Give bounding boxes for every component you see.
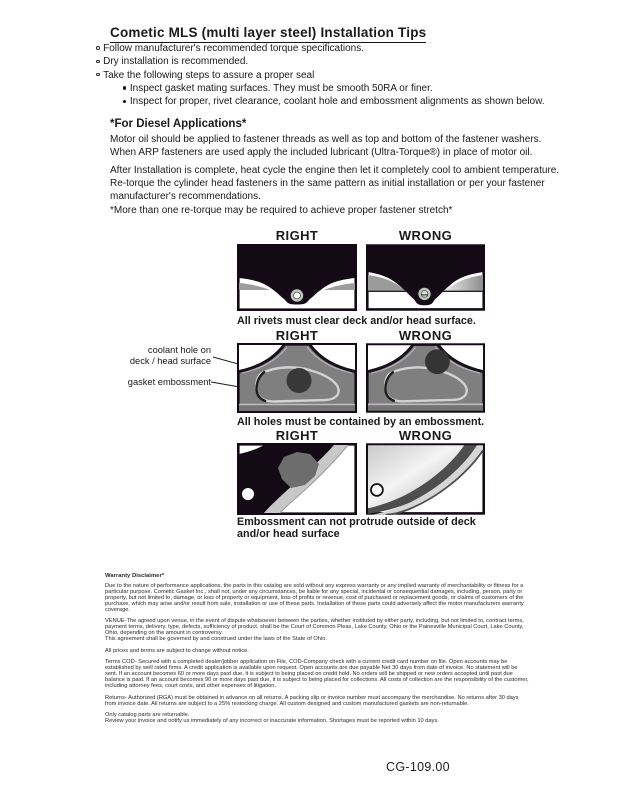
bullet-item <box>96 55 566 68</box>
sub-bullet-text: Inspect gasket mating surfaces. They must be smooth 50RA or finer. <box>129 82 433 94</box>
rivet-caption: All rivets must clear deck and/or head surface. <box>237 315 476 327</box>
disclaimer-paragraph: Only catalog parts are returnable. <box>105 712 190 719</box>
sub-bullet-marker <box>123 86 126 89</box>
warranty-disclaimer <box>105 574 529 731</box>
right-label: RIGHT <box>275 428 319 443</box>
disclaimer-heading: Warranty Disclaimer* <box>105 573 165 579</box>
embossment-wrong-diagram <box>366 343 485 413</box>
disclaimer-paragraph: Review your invoice and notify us immediately of any incorrect or inaccurate information. Shortages must be reported within 10 days. <box>105 718 439 725</box>
bullet-item <box>96 69 566 82</box>
sub-bullet-item <box>123 95 566 108</box>
right-label: RIGHT <box>275 328 319 343</box>
disclaimer-paragraph: Returns- Authorized (RGA) must be obtained in advance on all returns. A packing slip or invoice number must accompany the merchandise. No returns after 30 days from invoice date. All returns are subject to a 25% restocking charge. All custom designed and custom manufactured gaskets are non-returnable. <box>105 694 519 707</box>
wrong-label: WRONG <box>398 228 453 243</box>
diesel-paragraph-1: Motor oil should be applied to fastener threads as well as top and bottom of the fastener washers. When ARP fasteners are used apply the included lubricant (Ultra-Torque®) in place of motor oil. <box>110 134 542 159</box>
disclaimer-paragraph: VENUE-The agreed upon venue, in the event of dispute whatsoever between the parties, whether instituted by either party, including, but not limited to, contract terms, payment terms, delivery, type, defects, sufficiency of product, shall be the Court of Common Pleas, Lake County, Ohio or the Painesville Municipal Court, Lake County, Ohio, depending on the amount in controversy. <box>105 618 524 637</box>
disclaimer-paragraph: All prices and terms are subject to change without notice. <box>105 647 249 654</box>
bullet-text: Dry installation is recommended. <box>103 56 249 68</box>
page-code: CG-109.00 <box>386 760 450 774</box>
disclaimer-paragraph: This agreement shall be governed by and construed under the laws of the State of Ohio. <box>105 636 327 643</box>
coolant-hole-label: coolant hole on deck / head surface <box>129 345 211 366</box>
diesel-paragraph-2: After Installation is complete, heat cycle the engine then let it completely cool to ambient temperature. Re-torque the cylinder head fasteners in the same pattern as initial installation or per your fastener manufacturer's recommendations. <box>110 165 560 203</box>
rivet-right-diagram <box>237 244 357 311</box>
sub-bullet-item <box>123 82 566 95</box>
bullet-text: Follow manufacturer's recommended torque specifications. <box>103 43 365 54</box>
tips-bullet-list <box>96 42 566 108</box>
wrong-label: WRONG <box>398 328 453 343</box>
page-title: Cometic MLS (multi layer steel) Installation Tips <box>110 25 426 43</box>
protrusion-right-diagram <box>237 443 357 515</box>
bullet-marker <box>96 73 100 77</box>
protrusion-caption: Embossment can not protrude outside of deck and/or head surface <box>237 516 476 541</box>
disclaimer-paragraph: Due to the nature of performance applications, the parts in this catalog are sold without any express warranty or any implied warranty of merchantability or fitness for a particular purpose. Cometic Gasket Inc., shall not, under any circumstances, be liable for any special, incidental or consequential damages, including, person, party or property, but not limited to, damage, or loss of property or equipment, loss of profits or revenue, cost of purchased or replacement goods, or claims of customers of the purchase, which may arise and/or result from sale, installation or use of these parts. Installation of these parts could adversely affect the motor manufacturers warranty coverage. <box>105 582 524 613</box>
embossment-caption: All holes must be contained by an embossment. <box>237 416 485 428</box>
disclaimer-paragraph: Terms COD- Secured with a completed dealer/jobber application on File, COD-Company check with a current credit card number on file. Open accounts may be established by well rated firms. A credit application is available upon request. Open accounts are due payable Net 30 days from date of invoice. No statement will be sent. If an account becomes 60 or more days past due, it is subject to being placed on credit hold. No orders will be shipped or new orders accepted until past due balance is paid. If an account becomes 90 or more days past due, it is subject to being placed for collections. All costs of collection are the responsibility of the customer, including attorney fees, court costs, and other expenses of litigation. <box>105 659 529 690</box>
bullet-marker <box>96 60 100 64</box>
bullet-marker <box>96 46 100 50</box>
gasket-embossment-label: gasket embossment <box>127 377 211 387</box>
rivet-wrong-diagram <box>366 244 485 311</box>
retorque-note: *More than one re-torque may be required to achieve proper fastener stretch* <box>110 205 453 216</box>
diesel-heading: *For Diesel Applications* <box>110 118 247 130</box>
bullet-item <box>96 42 566 55</box>
wrong-label: WRONG <box>398 428 453 443</box>
embossment-right-diagram <box>237 343 357 413</box>
sub-bullet-marker <box>123 100 126 103</box>
right-label: RIGHT <box>275 228 319 243</box>
sub-bullet-text: Inspect for proper, rivet clearance, coolant hole and embossment alignments as shown below. <box>129 96 545 108</box>
bullet-text: Take the following steps to assure a proper seal <box>103 69 315 81</box>
protrusion-wrong-diagram <box>366 443 485 515</box>
